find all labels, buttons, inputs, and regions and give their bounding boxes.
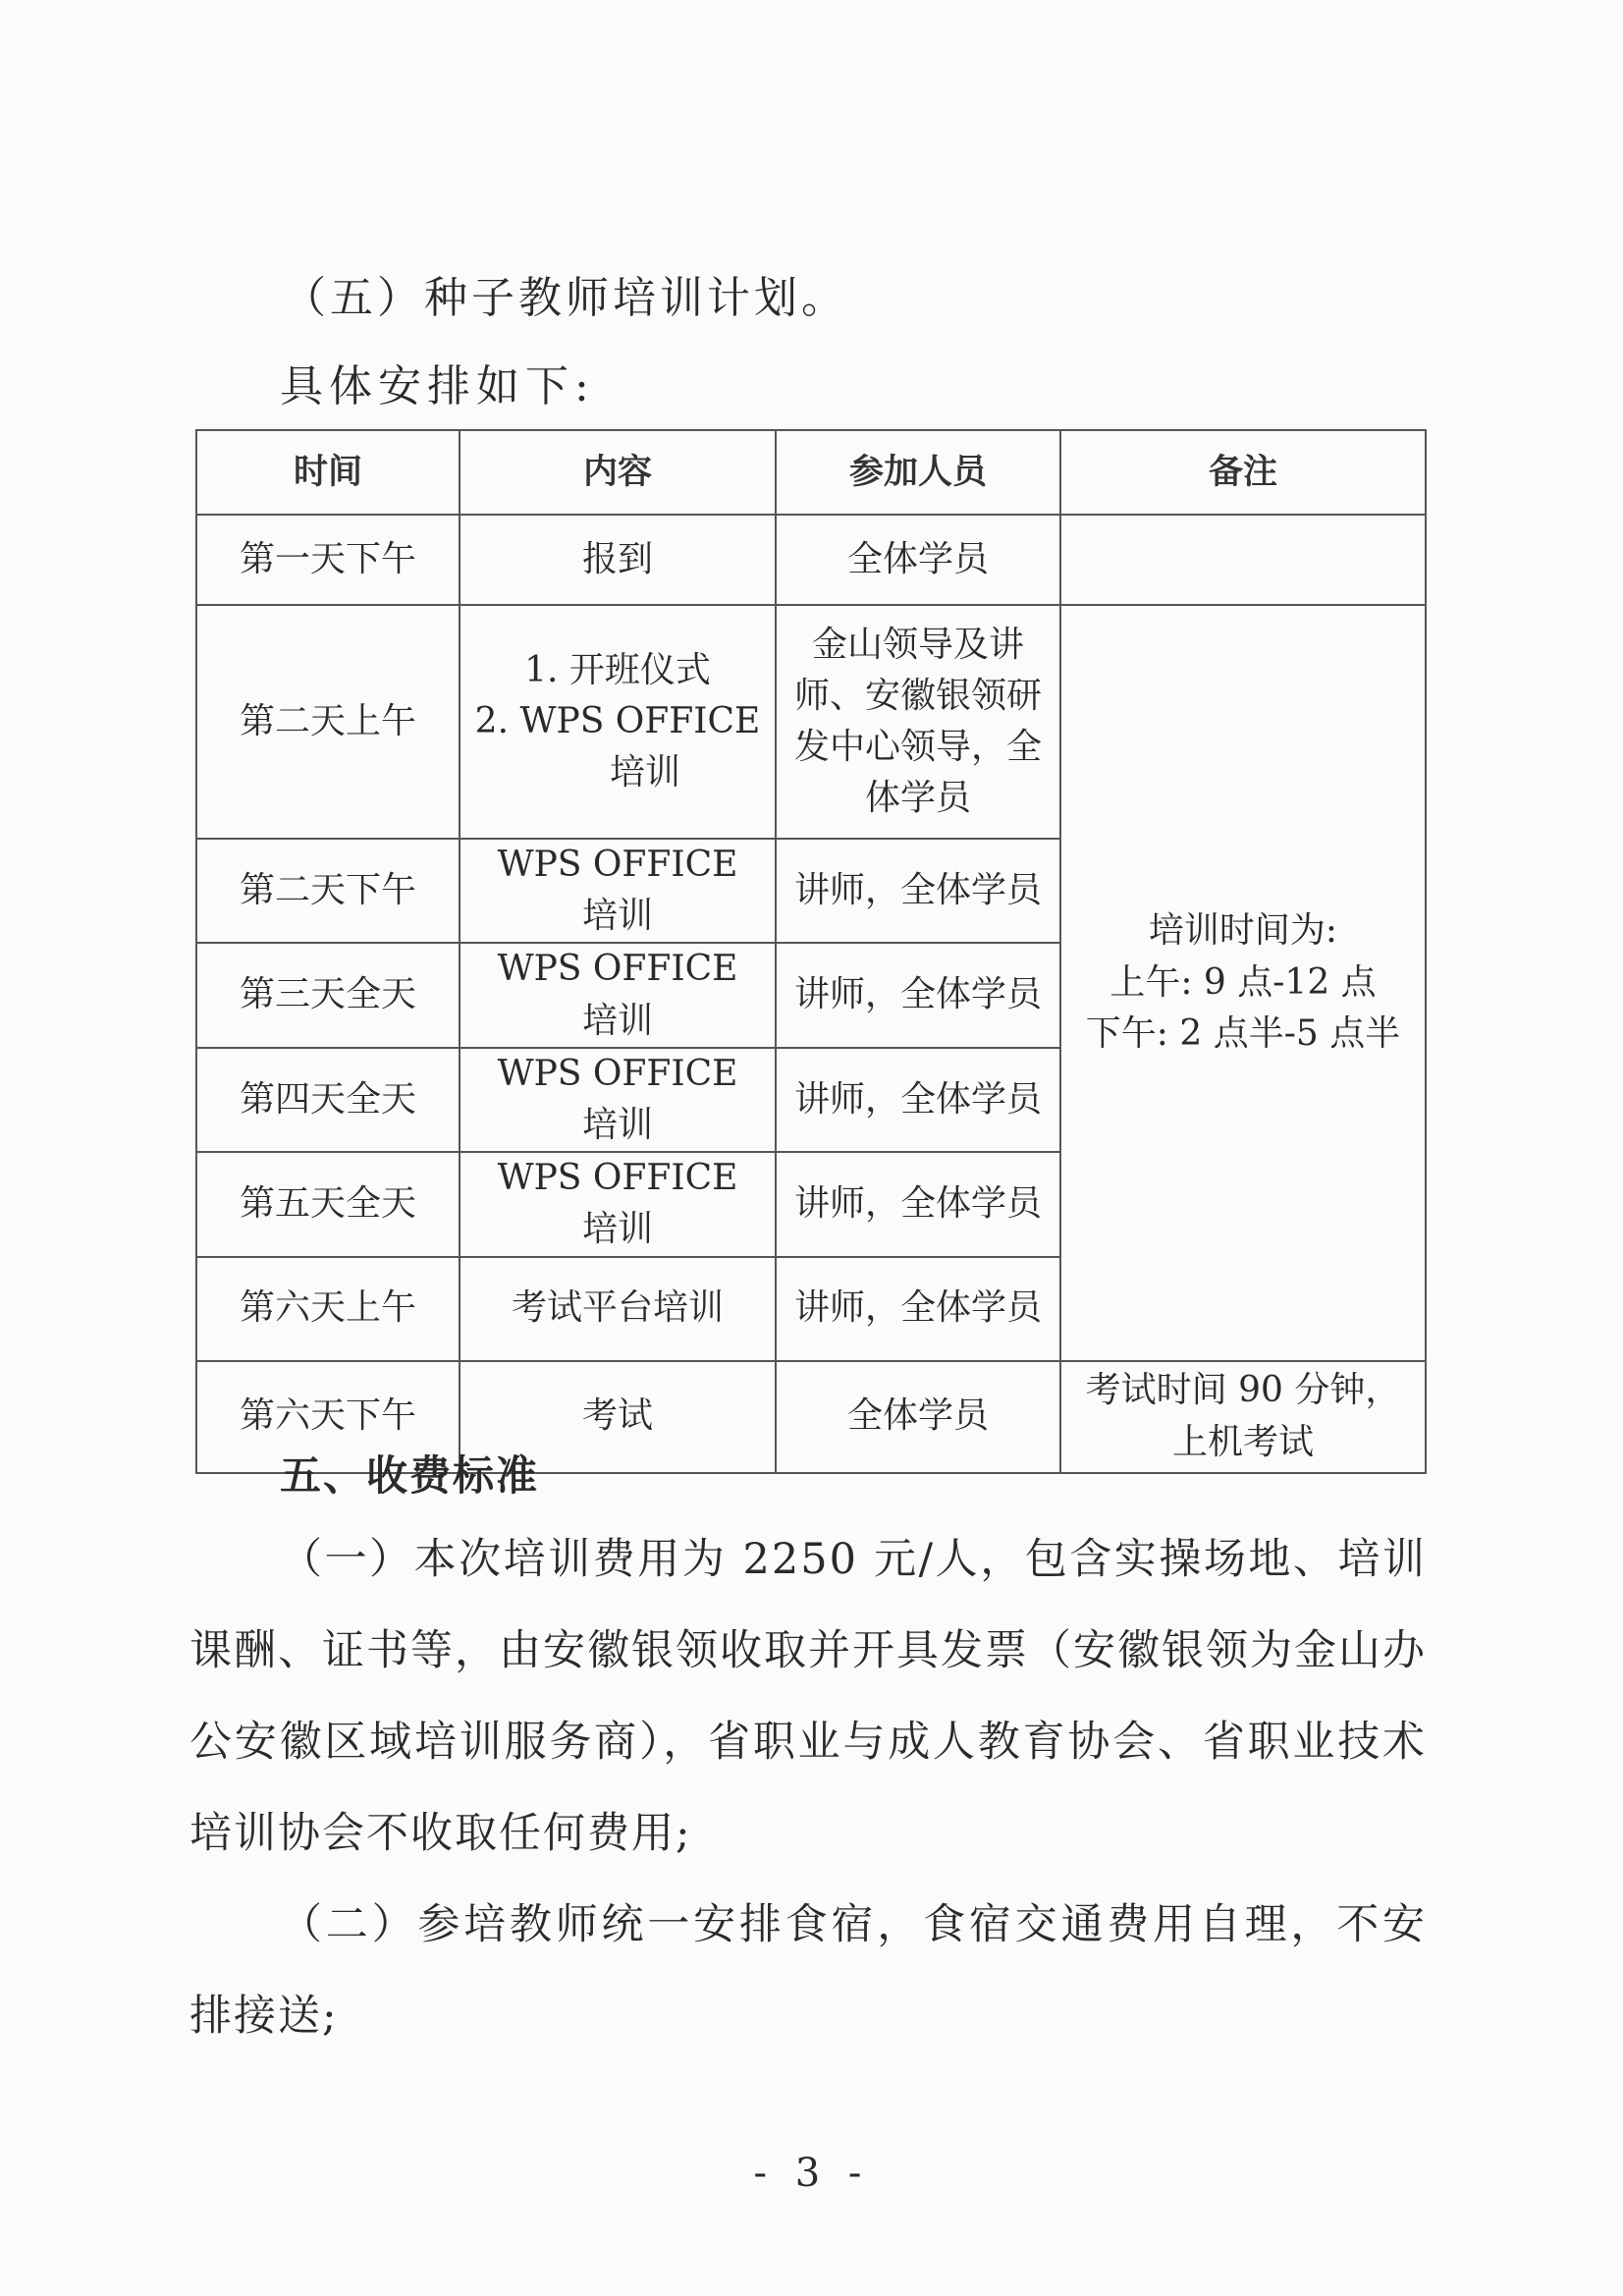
list-item: 1. 开班仪式 [524, 649, 711, 690]
cell-note-exam [1060, 1361, 1426, 1473]
cell-content: 考试平台培训 [460, 1257, 776, 1361]
schedule-intro: 具体安排如下: [280, 361, 595, 411]
note-line: 上午: 9 点-12 点 [1109, 961, 1377, 1003]
cell-content: 报到 [460, 515, 776, 605]
table-header-row [196, 430, 1426, 515]
cell-time: 第三天全天 [196, 943, 460, 1047]
training-schedule-table [195, 429, 1427, 1474]
cell-content: WPS OFFICE 培训 [460, 839, 776, 943]
section-heading-fees: 五、收费标准 [280, 1451, 540, 1500]
cell-time: 第一天下午 [196, 515, 460, 605]
note-line: 考试时间 90 分钟， [1085, 1370, 1401, 1411]
cell-content: WPS OFFICE 培训 [460, 943, 776, 1047]
cell-time: 第六天下午 [196, 1361, 460, 1473]
cell-people: 全体学员 [776, 515, 1060, 605]
fee-paragraph-2: （二）参培教师统一安排食宿，食宿交通费用自理，不安排接送; [189, 1900, 1427, 2041]
note-line: 上机考试 [1171, 1421, 1314, 1462]
page-number: - 3 - [753, 2151, 870, 2196]
cell-note [1060, 515, 1426, 605]
cell-time: 第二天下午 [196, 839, 460, 943]
list-item: 2. WPS OFFICE 培训 [474, 700, 761, 793]
note-line: 培训时间为: [1148, 910, 1338, 952]
cell-people: 讲师，全体学员 [776, 839, 1060, 943]
cell-content: 考试 [460, 1361, 776, 1473]
fee-paragraph-1: （一）本次培训费用为 2250 元/人，包含实操场地、培训课酬、证书等，由安徽银领收取并开具发票（安徽银领为金山办公安徽区域培训服务商），省职业与成人教育协会、省职业技术培训协会不收取任何费用; [189, 1535, 1427, 1858]
section-item-five: （五）种子教师培训计划。 [283, 273, 848, 323]
cell-content-list [460, 605, 776, 839]
cell-note-training-hours [1060, 605, 1426, 1361]
cell-people: 全体学员 [776, 1361, 1060, 1473]
cell-time: 第六天上午 [196, 1257, 460, 1361]
header-note: 备注 [1060, 430, 1426, 515]
header-time: 时间 [196, 430, 460, 515]
cell-people: 讲师，全体学员 [776, 1257, 1060, 1361]
note-line: 下午: 2 点半-5 点半 [1085, 1012, 1401, 1054]
cell-time: 第二天上午 [196, 605, 460, 839]
cell-people: 讲师，全体学员 [776, 943, 1060, 1047]
cell-time: 第四天全天 [196, 1048, 460, 1152]
table-row [196, 515, 1426, 605]
cell-people: 讲师，全体学员 [776, 1048, 1060, 1152]
header-people: 参加人员 [776, 430, 1060, 515]
cell-time: 第五天全天 [196, 1152, 460, 1256]
cell-people: 金山领导及讲师、安徽银领研发中心领导，全体学员 [776, 605, 1060, 839]
cell-people: 讲师，全体学员 [776, 1152, 1060, 1256]
header-content: 内容 [460, 430, 776, 515]
cell-content: WPS OFFICE 培训 [460, 1152, 776, 1256]
table-row [196, 605, 1426, 839]
cell-content: WPS OFFICE 培训 [460, 1048, 776, 1152]
